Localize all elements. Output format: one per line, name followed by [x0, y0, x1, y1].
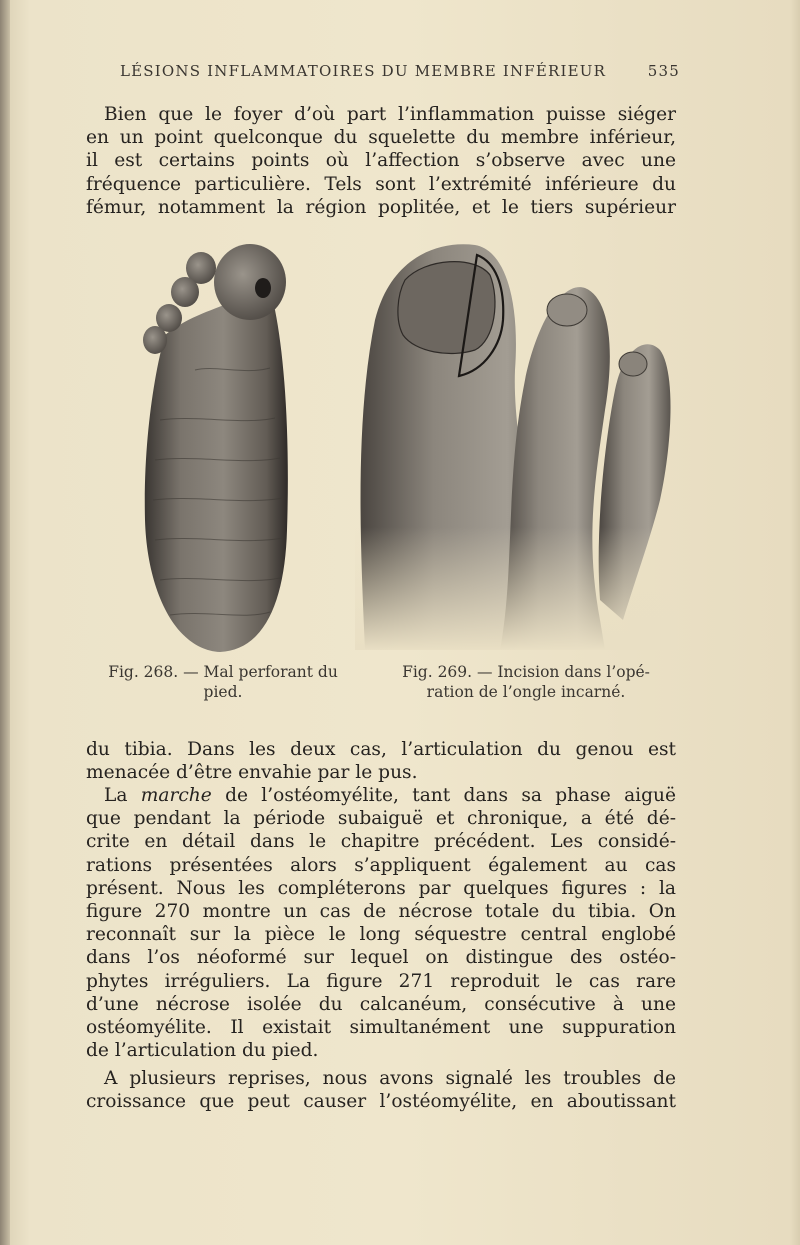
text-line: phytes irréguliers. La figure 271 reproduit le cas rare: [86, 970, 676, 992]
text-line: en un point quelconque du squelette du membre inférieur,: [86, 127, 676, 149]
figure-268-foot-sole-photo: [135, 240, 295, 655]
text-line: ostéomyélite. Il existait simultanément une suppuration: [86, 1017, 676, 1039]
text-line: du tibia. Dans les deux cas, l’articulation du genou est: [86, 739, 676, 760]
caption-line: pied.: [203, 683, 243, 701]
text-line: fémur, notamment la région poplitée, et le tiers supérieur: [86, 196, 676, 218]
paragraph-2: [86, 738, 676, 784]
text-line: fréquence particulière. Tels sont l’extrémité inférieure du: [86, 173, 676, 195]
emphasis-marche: marche: [140, 785, 212, 806]
text-line: reconnaît sur la pièce le long séquestre central englobé: [86, 924, 676, 946]
text-line: rations présentées alors s’appliquent également au cas: [86, 854, 676, 876]
text-line: [86, 784, 676, 807]
text-line: de l’articulation du pied.: [86, 1040, 319, 1062]
figure-269-caption: [372, 662, 680, 702]
text-line: menacée d’être envahie par le pus.: [86, 762, 418, 784]
text-line: A plusieurs reprises, nous avons signalé les troubles de: [104, 1068, 676, 1089]
text-line: dans l’os néoformé sur lequel on distingue des ostéo-: [86, 947, 676, 969]
text-line: Bien que le foyer d’où part l’inflammation puisse siéger: [104, 104, 676, 125]
text-line: croissance que peut causer l’ostéomyélite, en aboutissant: [86, 1091, 676, 1113]
text-run: de l’ostéomyélite, tant dans sa phase aiguë: [225, 785, 676, 806]
text-line: figure 270 montre un cas de nécrose totale du tibia. On: [86, 901, 676, 923]
running-title: LÉSIONS INFLAMMATOIRES DU MEMBRE INFÉRIEUR: [120, 62, 607, 80]
text-line: d’une nécrose isolée du calcanéum, consécutive à une: [86, 993, 676, 1015]
text-run: La: [104, 785, 128, 806]
paragraph-1: [86, 103, 676, 219]
caption-line: Fig. 269. — Incision dans l’opé-: [402, 663, 650, 681]
figure-269-toe-incision-photo: [355, 240, 677, 650]
paragraph-3: [86, 784, 676, 1062]
running-header: [120, 62, 680, 80]
text-line: que pendant la période subaiguë et chronique, a été dé-: [86, 808, 676, 830]
text-line: il est certains points où l’affection s’observe avec une: [86, 150, 676, 172]
text-line: crite en détail dans le chapitre précédent. Les considé-: [86, 831, 676, 853]
figure-268-caption: [92, 662, 354, 702]
text-line: présent. Nous les compléterons par quelques figures : la: [86, 877, 676, 899]
caption-line: ration de l’ongle incarné.: [426, 683, 626, 701]
caption-line: Fig. 268. — Mal perforant du: [108, 663, 338, 681]
page-number: 535: [647, 62, 680, 80]
page-binding-edge: [0, 0, 10, 1245]
paragraph-4: [86, 1067, 676, 1113]
